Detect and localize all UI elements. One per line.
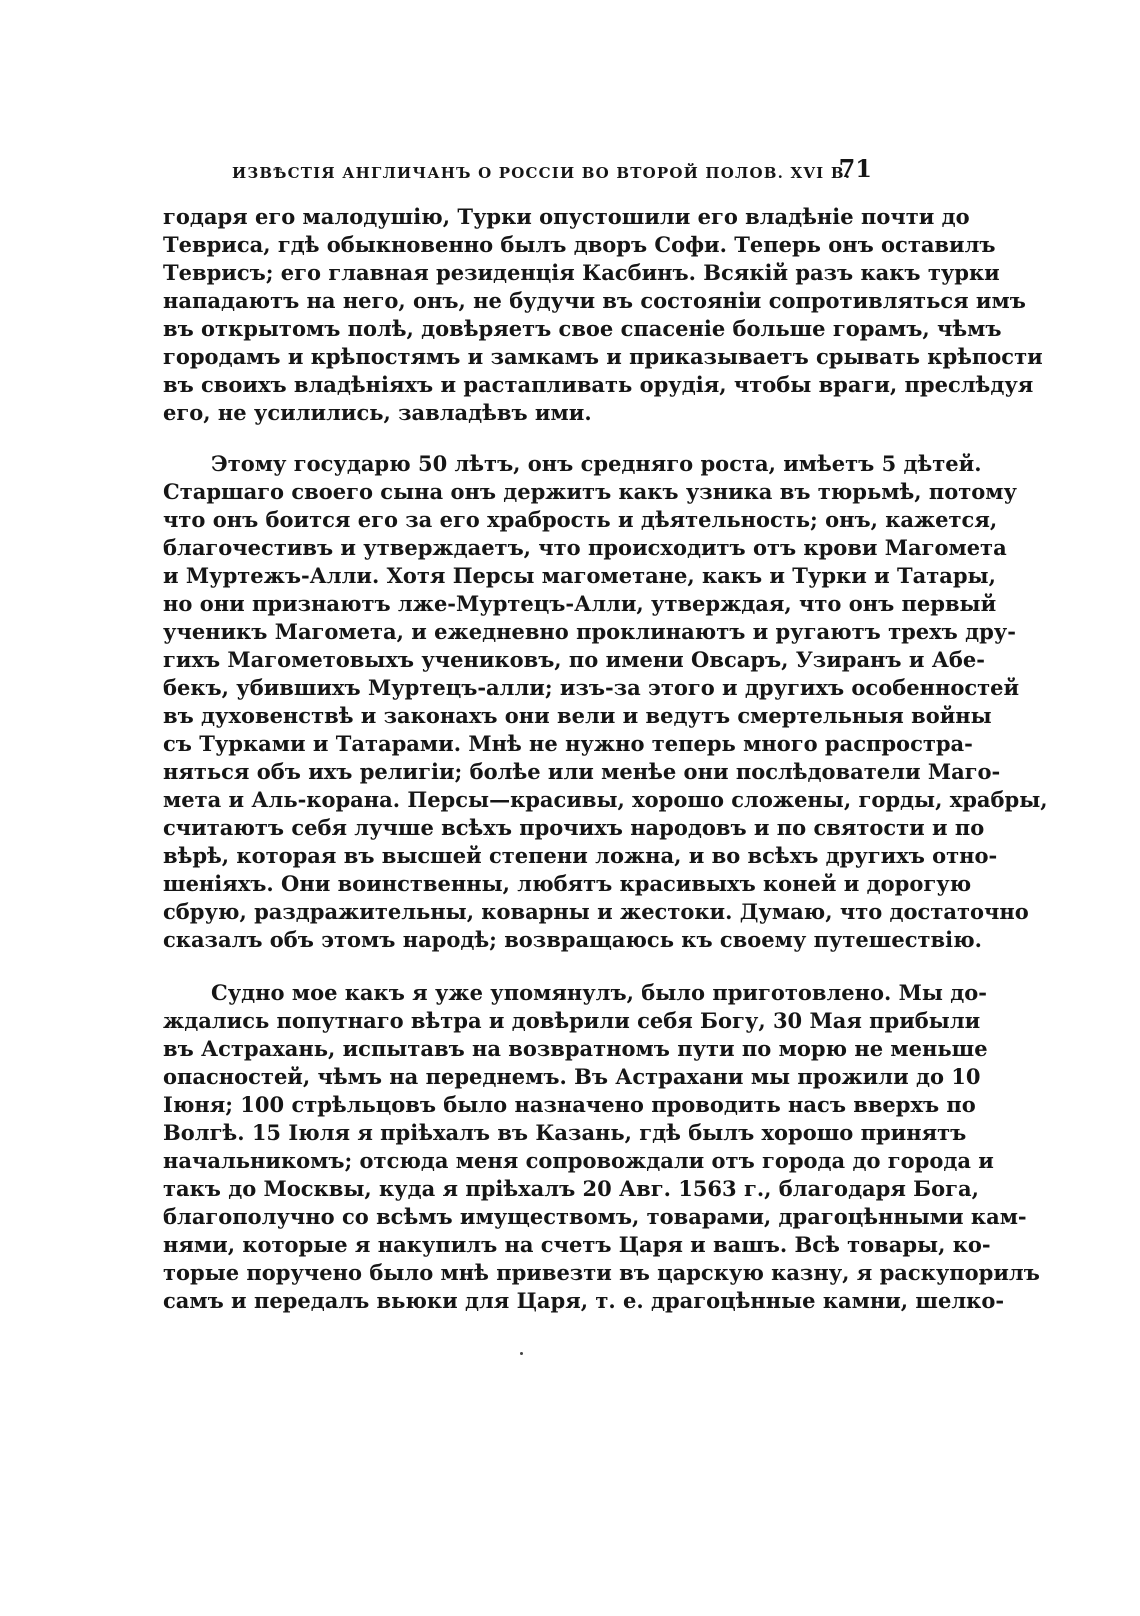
text-line: мета и Аль-корана. Персы—красивы, хорошо сложены, горды, храбры, (163, 787, 1048, 812)
text-line: Судно мое какъ я уже упомянулъ, было приготовлено. Мы до- (211, 980, 987, 1005)
text-line: сказалъ объ этомъ народѣ; возвращаюсь къ своему путешествію. (163, 927, 982, 952)
text-line: благополучно со всѣмъ имуществомъ, товарами, драгоцѣнными кам- (163, 1204, 1027, 1229)
text-line: вѣрѣ, которая въ высшей степени ложна, и во всѣхъ другихъ отно- (163, 843, 998, 868)
text-line: самъ и передалъ вьюки для Царя, т. е. драгоцѣнные камни, шелко- (163, 1288, 1005, 1313)
text-line: нями, которые я накупилъ на счетъ Царя и вашъ. Всѣ товары, ко- (163, 1232, 991, 1257)
text-line: и Муртежъ-Алли. Хотя Персы магометане, какъ и Турки и Татары, (163, 563, 996, 588)
text-line: въ своихъ владѣніяхъ и растапливать орудія, чтобы враги, преслѣдуя (163, 372, 1034, 397)
text-line: Волгѣ. 15 Іюля я пріѣхалъ въ Казань, гдѣ былъ хорошо принятъ (163, 1120, 967, 1145)
text-line: что онъ боится его за его храбрость и дѣятельность; онъ, кажется, (163, 507, 998, 532)
text-line: ждались попутнаго вѣтра и довѣрили себя Богу, 30 Мая прибыли (163, 1008, 981, 1033)
text-line: такъ до Москвы, куда я пріѣхалъ 20 Авг. 1563 г., благодаря Бога, (163, 1176, 979, 1201)
text-line: считаютъ себя лучше всѣхъ прочихъ народовъ и по святости и по (163, 815, 985, 840)
body-text (163, 203, 1048, 1315)
text-line: Этому государю 50 лѣтъ, онъ средняго роста, имѣетъ 5 дѣтей. (211, 451, 982, 476)
paragraph-3 (163, 979, 1040, 1315)
text-line: ученикъ Магомета, и ежедневно проклинаютъ и ругаютъ трехъ дру- (163, 619, 1016, 644)
text-line: торые поручено было мнѣ привезти въ царскую казну, я раскупорилъ (163, 1260, 1040, 1285)
text-line: но они признаютъ лже-Муртецъ-Алли, утверждая, что онъ первый (163, 591, 997, 616)
paragraph-1 (163, 203, 1043, 427)
scan-speck (520, 1352, 523, 1355)
text-line: сбрую, раздражительны, коварны и жестоки. Думаю, что достаточно (163, 899, 1029, 924)
text-line: въ духовенствѣ и законахъ они вели и ведутъ смертельныя войны (163, 703, 992, 728)
text-line: Старшаго своего сына онъ держитъ какъ узника въ тюрьмѣ, потому (163, 479, 1017, 504)
text-line: нападаютъ на него, онъ, не будучи въ состояніи сопротивляться имъ (163, 288, 1026, 313)
page-number: 71 (838, 154, 872, 183)
text-line: городамъ и крѣпостямъ и замкамъ и приказываетъ срывать крѣпости (163, 344, 1043, 369)
text-line: годаря его малодушію, Турки опустошили его владѣніе почти до (163, 204, 970, 229)
text-line: Тевриса, гдѣ обыкновенно былъ дворъ Софи. Теперь онъ оставилъ (163, 232, 996, 257)
text-line: Іюня; 100 стрѣльцовъ было назначено проводить насъ вверхъ по (163, 1092, 976, 1117)
text-line: начальникомъ; отсюда меня сопровождали отъ города до города и (163, 1148, 994, 1173)
text-line: благочестивъ и утверждаетъ, что происходитъ отъ крови Магомета (163, 535, 1007, 560)
paragraph-2 (163, 450, 1048, 954)
running-title: ИЗВѢСТІЯ АНГЛИЧАНЪ О РОССІИ ВО ВТОРОЙ ПОЛОВ. XVI В. (232, 164, 852, 182)
text-line: бекъ, убившихъ Муртецъ-алли; изъ-за этого и другихъ особенностей (163, 675, 1020, 700)
text-line: съ Турками и Татарами. Мнѣ не нужно теперь много распростра- (163, 731, 973, 756)
text-line: няться объ ихъ религіи; болѣе или менѣе они послѣдователи Маго- (163, 759, 1001, 784)
text-line: шеніяхъ. Они воинственны, любятъ красивыхъ коней и дорогую (163, 871, 972, 896)
text-line: въ Астрахань, испытавъ на возвратномъ пути по морю не меньше (163, 1036, 988, 1061)
text-line: опасностей, чѣмъ на переднемъ. Въ Астрахани мы прожили до 10 (163, 1064, 981, 1089)
text-line: его, не усилились, завладѣвъ ими. (163, 400, 592, 425)
text-line: гихъ Магометовыхъ учениковъ, по имени Овсаръ, Узиранъ и Абе- (163, 647, 985, 672)
text-line: въ открытомъ полѣ, довѣряетъ свое спасеніе больше горамъ, чѣмъ (163, 316, 1002, 341)
running-head (222, 154, 872, 188)
text-line: Теврисъ; его главная резиденція Касбинъ. Всякій разъ какъ турки (163, 260, 1000, 285)
